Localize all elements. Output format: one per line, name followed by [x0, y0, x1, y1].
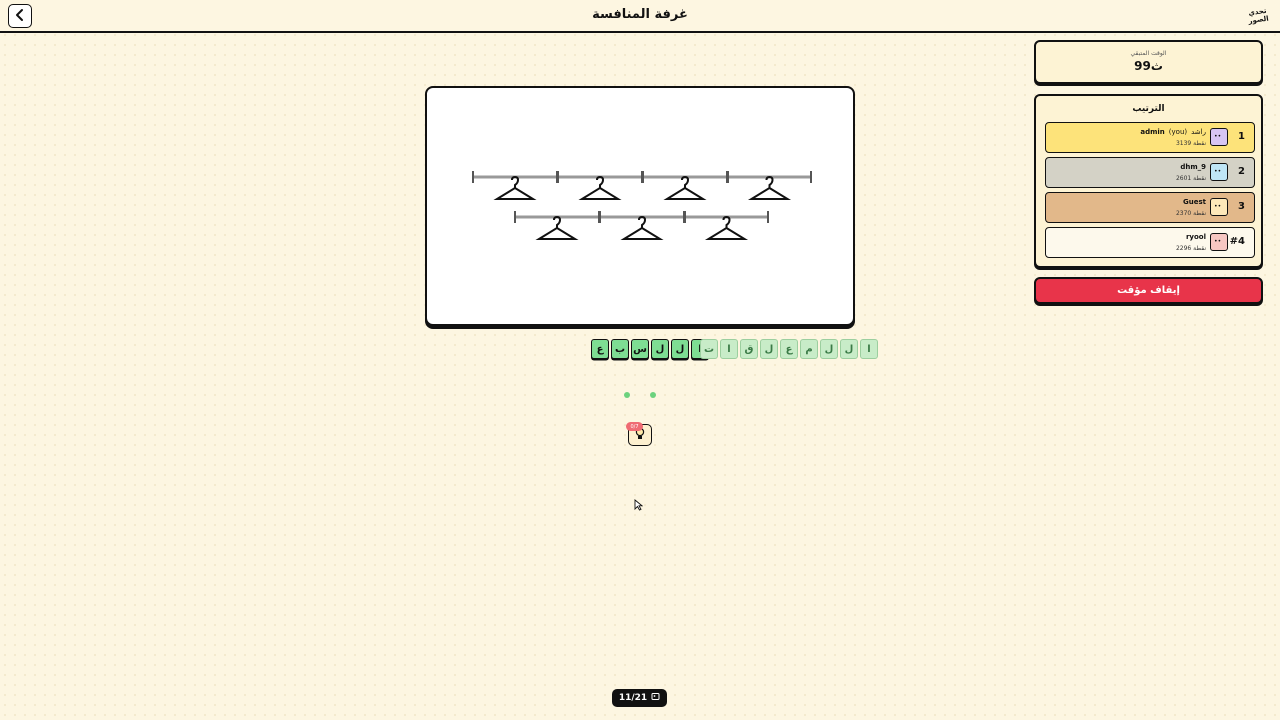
ranking-list [1045, 122, 1255, 262]
ranking-row [1045, 157, 1255, 188]
answer-slots [591, 339, 709, 359]
answer-letter-tile[interactable]: س [631, 339, 649, 359]
avatar: •• [1210, 163, 1228, 181]
rank-number: 3 [1238, 201, 1245, 212]
progress-dot [624, 392, 630, 398]
answer-letter-tile[interactable]: ع [591, 339, 609, 359]
page-title: غرفة المنافسة [592, 7, 688, 22]
player-score: 2370 نقطة [1175, 210, 1206, 217]
player-alias: راشد [1191, 128, 1206, 136]
rank-number: 1 [1238, 131, 1245, 142]
rank-number: #4 [1229, 236, 1245, 247]
mouse-cursor-icon [634, 496, 643, 515]
avatar: •• [1210, 233, 1228, 251]
player-name: Guest [1183, 198, 1206, 206]
hint-count-badge: 0/7 [626, 422, 643, 431]
question-progress-badge [612, 689, 667, 707]
pool-letter-tile[interactable]: م [800, 339, 818, 359]
ranking-row [1045, 192, 1255, 223]
timer-value: 99ث [1134, 59, 1163, 73]
logo-line-1: تحدي [1247, 6, 1267, 18]
pool-letter-tile[interactable]: ع [780, 339, 798, 359]
player-name: admin (you) راشد [1140, 128, 1206, 136]
pool-letter-tile[interactable]: ل [820, 339, 838, 359]
pool-letter-tile[interactable]: ا [720, 339, 738, 359]
you-tag: (you) [1168, 128, 1188, 136]
pause-timer-button[interactable]: إيقاف مؤقت [1034, 277, 1263, 304]
timer-panel [1034, 40, 1263, 84]
app-logo[interactable] [1244, 3, 1273, 28]
player-name: dhm_9 [1180, 163, 1206, 171]
timer-label: الوقت المتبقي [1130, 50, 1167, 57]
top-header [0, 0, 1280, 33]
letter-pool [700, 339, 878, 359]
answer-letter-tile[interactable]: ل [671, 339, 689, 359]
ranking-title: الترتيب [1132, 104, 1165, 114]
progress-value: 11/21 [618, 693, 648, 703]
answer-letter-tile[interactable]: ل [651, 339, 669, 359]
answer-letter-tile[interactable]: ب [611, 339, 629, 359]
logo-line-2: الصور [1247, 14, 1270, 26]
player-score: 3139 نقطة [1175, 140, 1206, 147]
ranking-row [1045, 122, 1255, 153]
pool-letter-tile[interactable]: ق [740, 339, 758, 359]
image-stack-icon [651, 692, 660, 704]
progress-dot [650, 392, 656, 398]
pool-letter-tile[interactable]: ا [860, 339, 878, 359]
avatar: •• [1210, 198, 1228, 216]
player-name: ryool [1185, 233, 1206, 241]
avatar: •• [1210, 128, 1228, 146]
player-score: 2296 نقطة [1175, 245, 1206, 252]
puzzle-image-card [425, 86, 855, 326]
ranking-row [1045, 227, 1255, 258]
pool-letter-tile[interactable]: ل [760, 339, 778, 359]
pool-letter-tile[interactable]: ل [840, 339, 858, 359]
pool-letter-tile[interactable]: ت [700, 339, 718, 359]
ranking-panel [1034, 94, 1263, 268]
hangers-on-rails-image [427, 88, 853, 324]
rank-number: 2 [1238, 166, 1245, 177]
player-score: 2601 نقطة [1175, 175, 1206, 182]
